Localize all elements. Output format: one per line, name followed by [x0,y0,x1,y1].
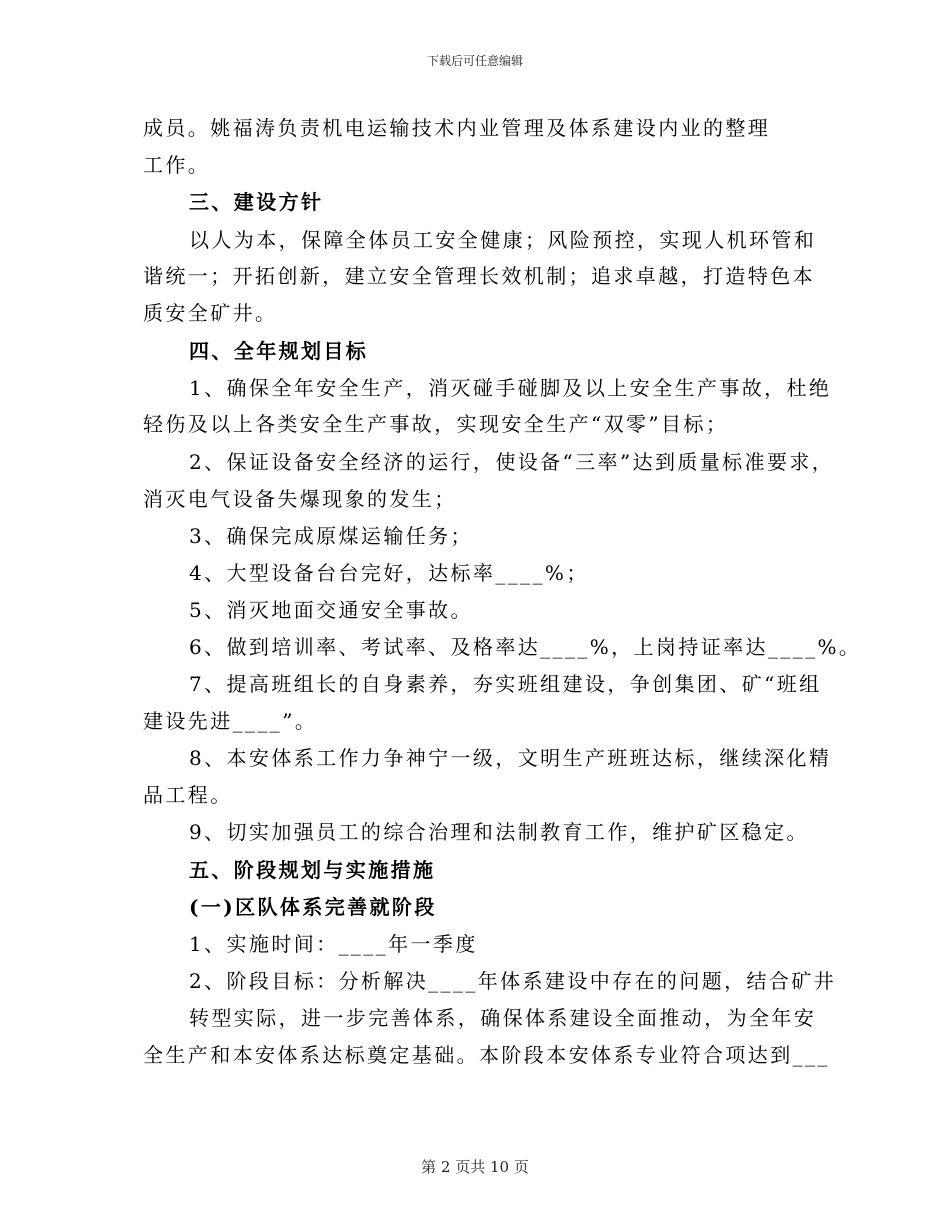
section-heading: 四、全年规划目标 [189,339,369,363]
page-header: 下载后可任意编辑 [426,54,523,68]
body-line: 8、本安体系工作力争神宁一级，文明生产班班达标，继续深化精 [189,746,832,770]
body-line: 7、提高班组长的自身素养，夯实班组建设，争创集团、矿“班组 [189,672,822,696]
body-line: 2、阶段目标：分析解决____年体系建设中存在的问题，结合矿井 [189,969,837,993]
body-line: 4、大型设备台台完好，达标率____%； [189,561,589,585]
body-line: 6、做到培训率、考试率、及格率达____%，上岗持证率达____%。 [189,635,862,659]
body-line: 消灭电气设备失爆现象的发生； [143,487,457,511]
body-line: 转型实际，进一步完善体系，确保体系建设全面推动，为全年安 [189,1006,817,1030]
body-line: 9、切实加强员工的综合治理和法制教育工作，维护矿区稳定。 [189,820,809,844]
body-line: 全生产和本安体系达标奠定基础。本阶段本安体系专业符合项达到___ [143,1043,830,1067]
body-line: 质安全矿井。 [143,301,278,325]
body-line: 谐统一；开拓创新，建立安全管理长效机制；追求卓越，打造特色本 [143,264,815,288]
body-line: 3、确保完成原煤运输任务； [189,524,473,548]
body-line: 2、保证设备安全经济的运行，使设备“三率”达到质量标准要求， [189,450,835,474]
page-footer: 第 2 页共 10 页 [421,1158,529,1176]
subsection-heading: (一)区队体系完善就阶段 [189,895,437,919]
body-line: 轻伤及以上各类安全生产事故，实现安全生产“双零”目标； [143,412,729,436]
body-line: 1、确保全年安全生产，消灭碰手碰脚及以上安全生产事故，杜绝 [189,376,832,400]
body-line: 以人为本，保障全体员工安全健康；风险预控，实现人机环管和 [189,228,817,252]
body-line: 建设先进____”。 [143,709,318,733]
body-line: 成员。姚福涛负责机电运输技术内业管理及体系建设内业的整理 [143,116,771,140]
body-line: 5、消灭地面交通安全事故。 [189,598,473,622]
body-line: 1、实施时间：____年一季度 [189,932,478,956]
section-heading: 三、建设方针 [189,190,324,214]
section-heading: 五、阶段规划与实施措施 [189,858,436,882]
body-line: 品工程。 [143,783,233,807]
body-line: 工作。 [143,153,211,177]
